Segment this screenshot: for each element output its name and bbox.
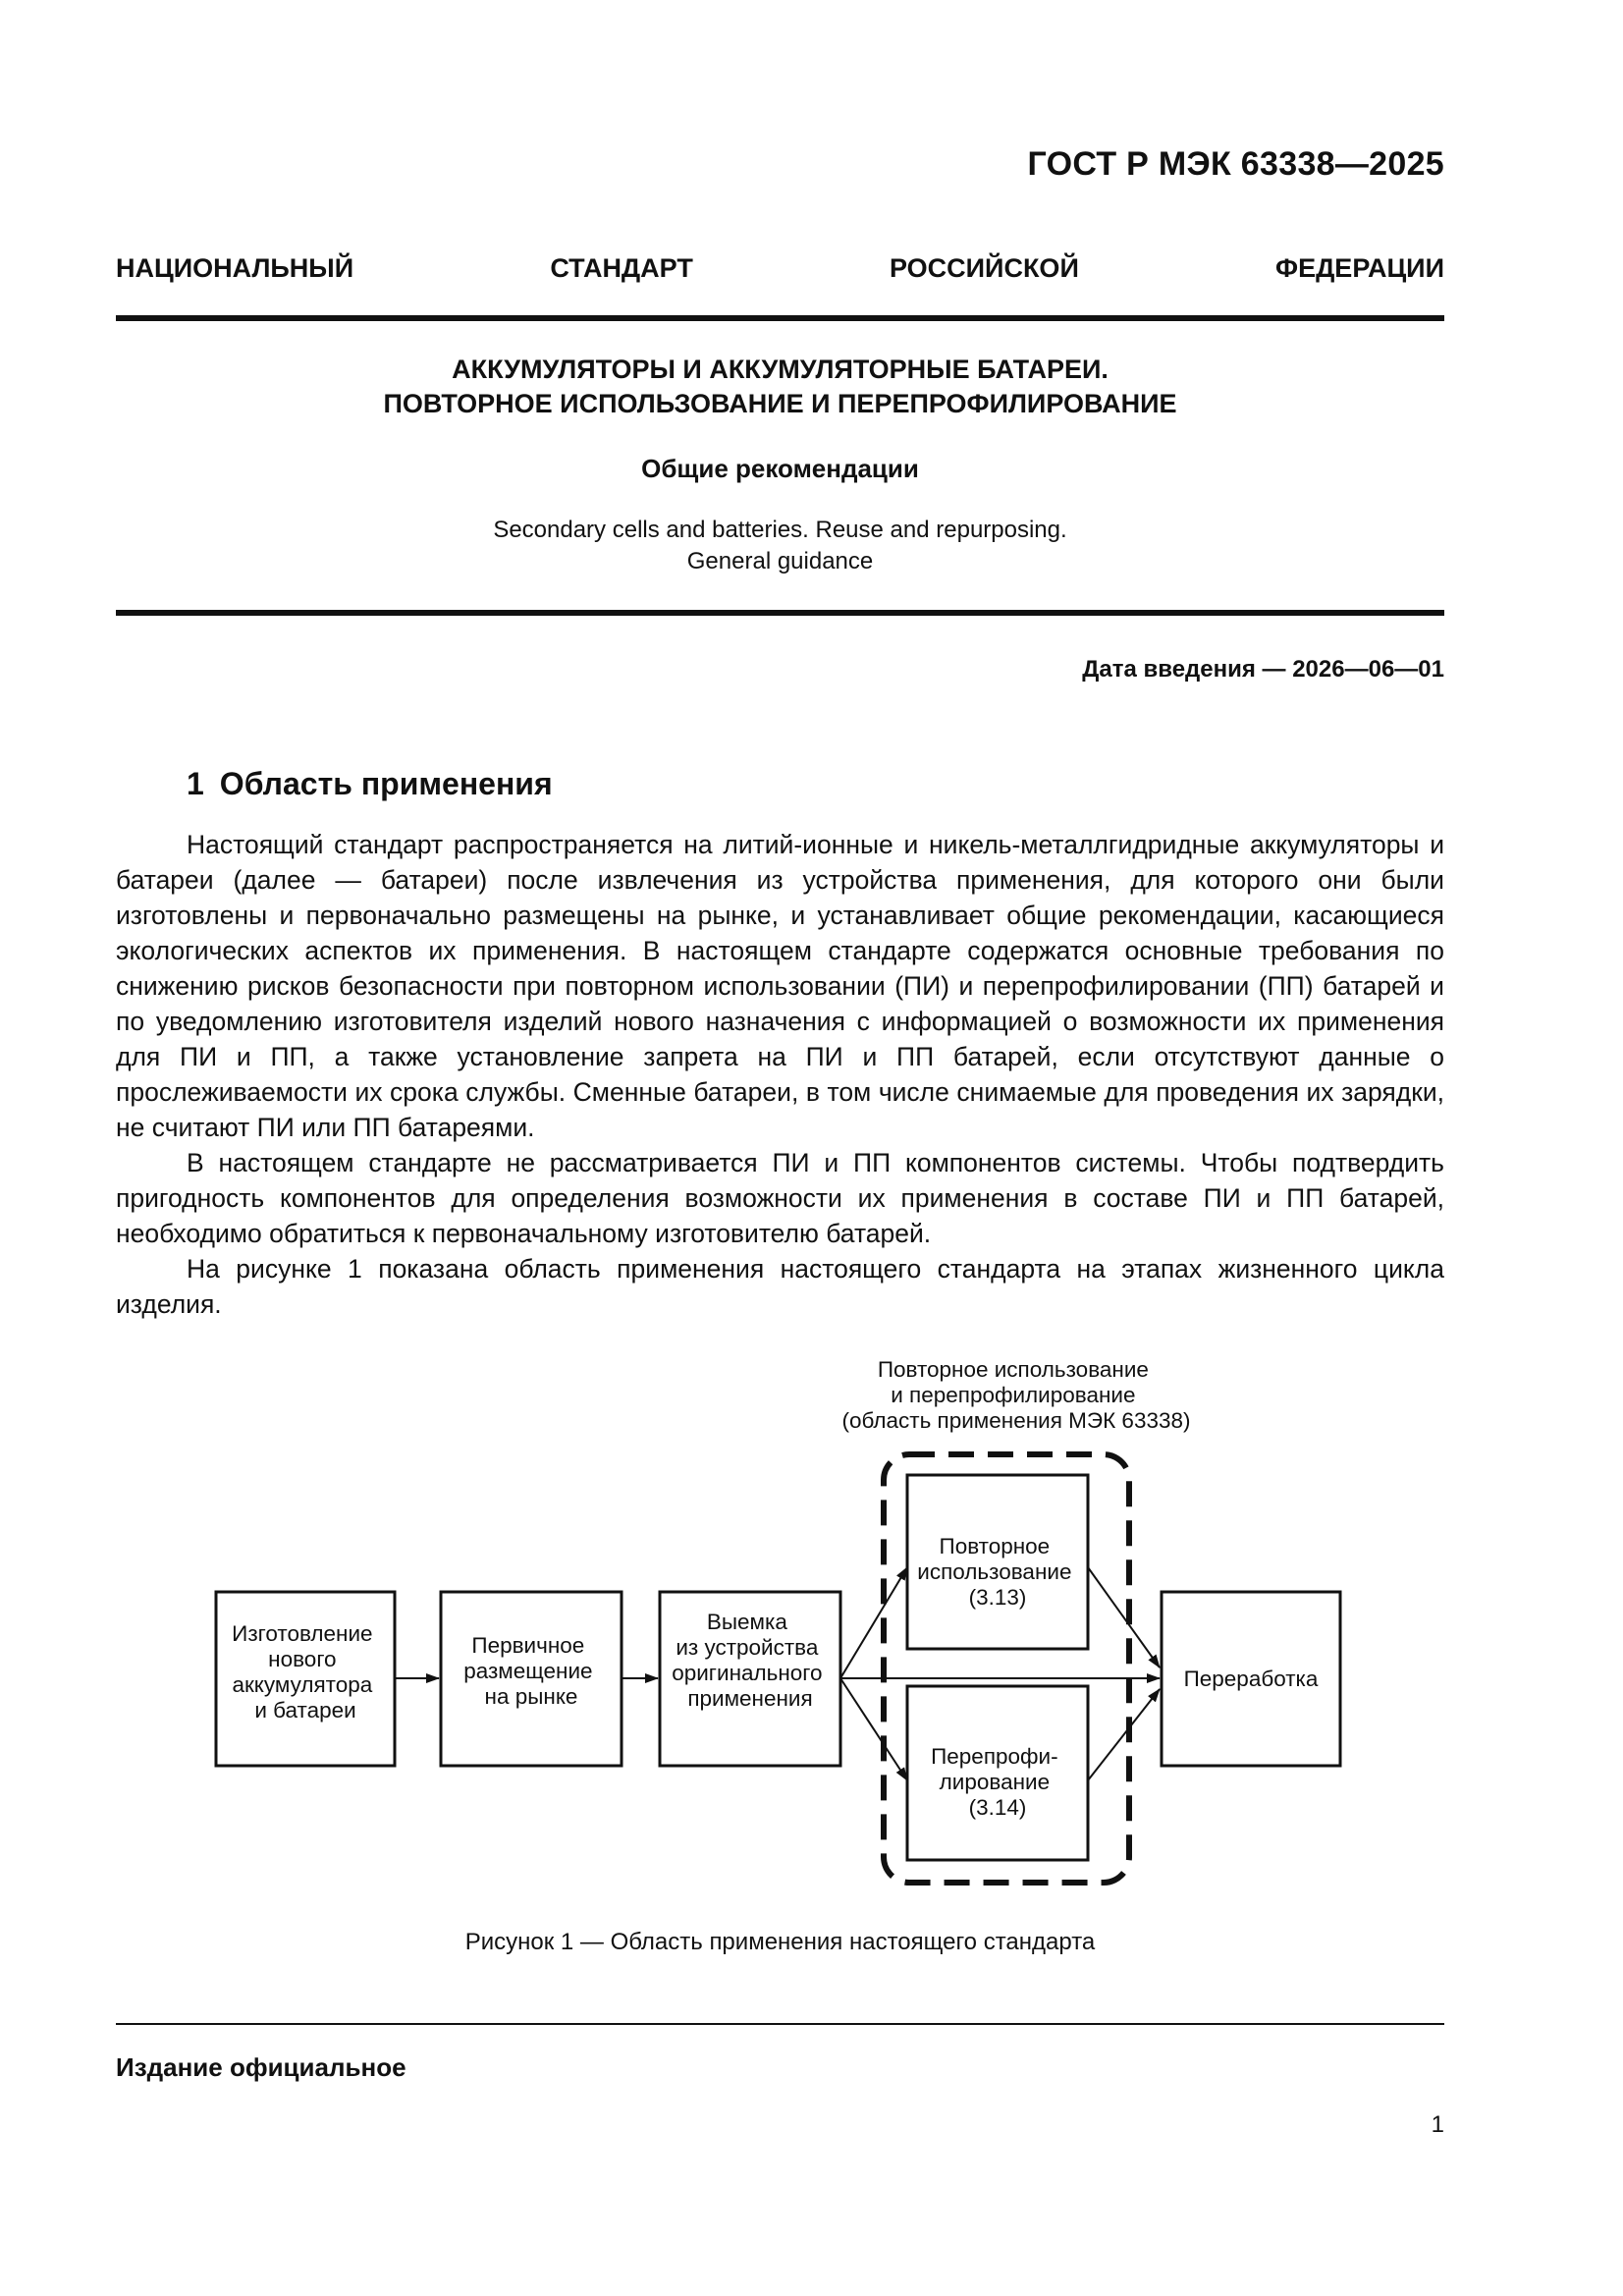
title-line-2: ПОВТОРНОЕ ИСПОЛЬЗОВАНИЕ И ПЕРЕПРОФИЛИРОВАНИЕ (383, 389, 1177, 418)
section-heading (187, 766, 553, 802)
paragraph: На рисунке 1 показана область применения настоящего стандарта на этапах жизненного цикла изделия. (116, 1254, 1444, 1319)
national-standard-line: НАЦИОНАЛЬНЫЙ СТАНДАРТ РОССИЙСКОЙ ФЕДЕРАЦИИ (116, 253, 1444, 283)
paragraph: Настоящий стандарт распространяется на литий-ионные и никель-металлгидридные аккумуляторы и батареи (далее — батареи) после извлечения из устройства применения, для которого они были изготовлены и первоначально размещены на рынке, и устанавливает общие рекомендации, касающиеся экологических аспектов их применения. В настоящем стандарте содержатся основные требования по снижению рисков безопасности при повторном использовании (ПИ) и перепрофилировании (ПП) батарей и по уведомлению изготовителя изделий нового назначения с информацией о возможности их применения для ПИ и ПП, а также установление запрета на ПИ и ПП батарей, если отсутствуют данные о прослеживаемости их срока службы. Сменные батареи, в том числе снимаемые для проведения их зарядки, не считают ПИ или ПП батареями. (116, 830, 1444, 1142)
svg-text:Изготовление нового: Изготовление нового аккумулятора и батареи (232, 1621, 373, 1722)
arrow-reuse-to-recycling (1088, 1567, 1160, 1667)
box-market (441, 1592, 622, 1766)
svg-text:Перепрофи- лирование: Перепрофи- лирование (3.14) (931, 1744, 1058, 1820)
lifecycle-diagram (116, 1345, 1444, 1915)
section-body (116, 827, 1444, 1322)
scope-label: Повторное использование и перепрофилирование (область применения МЭК 63338) (841, 1357, 1191, 1433)
svg-text:Первичное размещение: Первичное размещение на рынке (463, 1633, 593, 1709)
arrow-removal-to-repurpose (840, 1678, 907, 1780)
arrow-repurpose-to-recycling (1088, 1689, 1160, 1780)
svg-text:Выемка из устройства: Выемка из устройства оригинального применения (672, 1610, 823, 1711)
svg-text:Повторное использование: Повторное использование (3.13) (917, 1534, 1072, 1610)
footer-rule (116, 2023, 1444, 2025)
box-recycling (1162, 1592, 1340, 1766)
introduction-date: Дата введения — 2026—06—01 (1082, 656, 1444, 683)
edition-label: Издание официальное (116, 2052, 406, 2082)
box-removal (660, 1592, 840, 1766)
section-title: Область применения (219, 766, 553, 801)
paragraph: В настоящем стандарте не рассматривается ПИ и ПП компонентов системы. Чтобы подтвердить пригодность компонентов для определения возможности их применения в составе ПИ и ПП батарей, необходимо обратиться к первоначальному изготовителю батарей. (116, 1148, 1444, 1248)
arrow-removal-to-reuse (840, 1567, 907, 1678)
english-title-line-2: General guidance (686, 548, 874, 574)
section-number: 1 (187, 766, 204, 801)
document-title (116, 353, 1444, 421)
figure-caption: Рисунок 1 — Область применения настоящего стандарта (464, 1929, 1096, 1955)
box-reuse (907, 1475, 1088, 1649)
title-rule (116, 610, 1444, 616)
english-title (116, 515, 1444, 577)
document-subtitle: Общие рекомендации (641, 454, 919, 483)
title-line-1: АККУМУЛЯТОРЫ И АККУМУЛЯТОРНЫЕ БАТАРЕИ. (452, 355, 1109, 384)
english-title-line-1: Secondary cells and batteries. Reuse and repurposing. (493, 517, 1067, 543)
svg-text:Переработка: Переработка (1183, 1667, 1319, 1691)
box-manufacture (216, 1592, 395, 1766)
box-repurpose (907, 1686, 1088, 1860)
header-rule (116, 315, 1444, 321)
page-number: 1 (1431, 2111, 1444, 2138)
document-code: ГОСТ Р МЭК 63338—2025 (1027, 145, 1444, 183)
